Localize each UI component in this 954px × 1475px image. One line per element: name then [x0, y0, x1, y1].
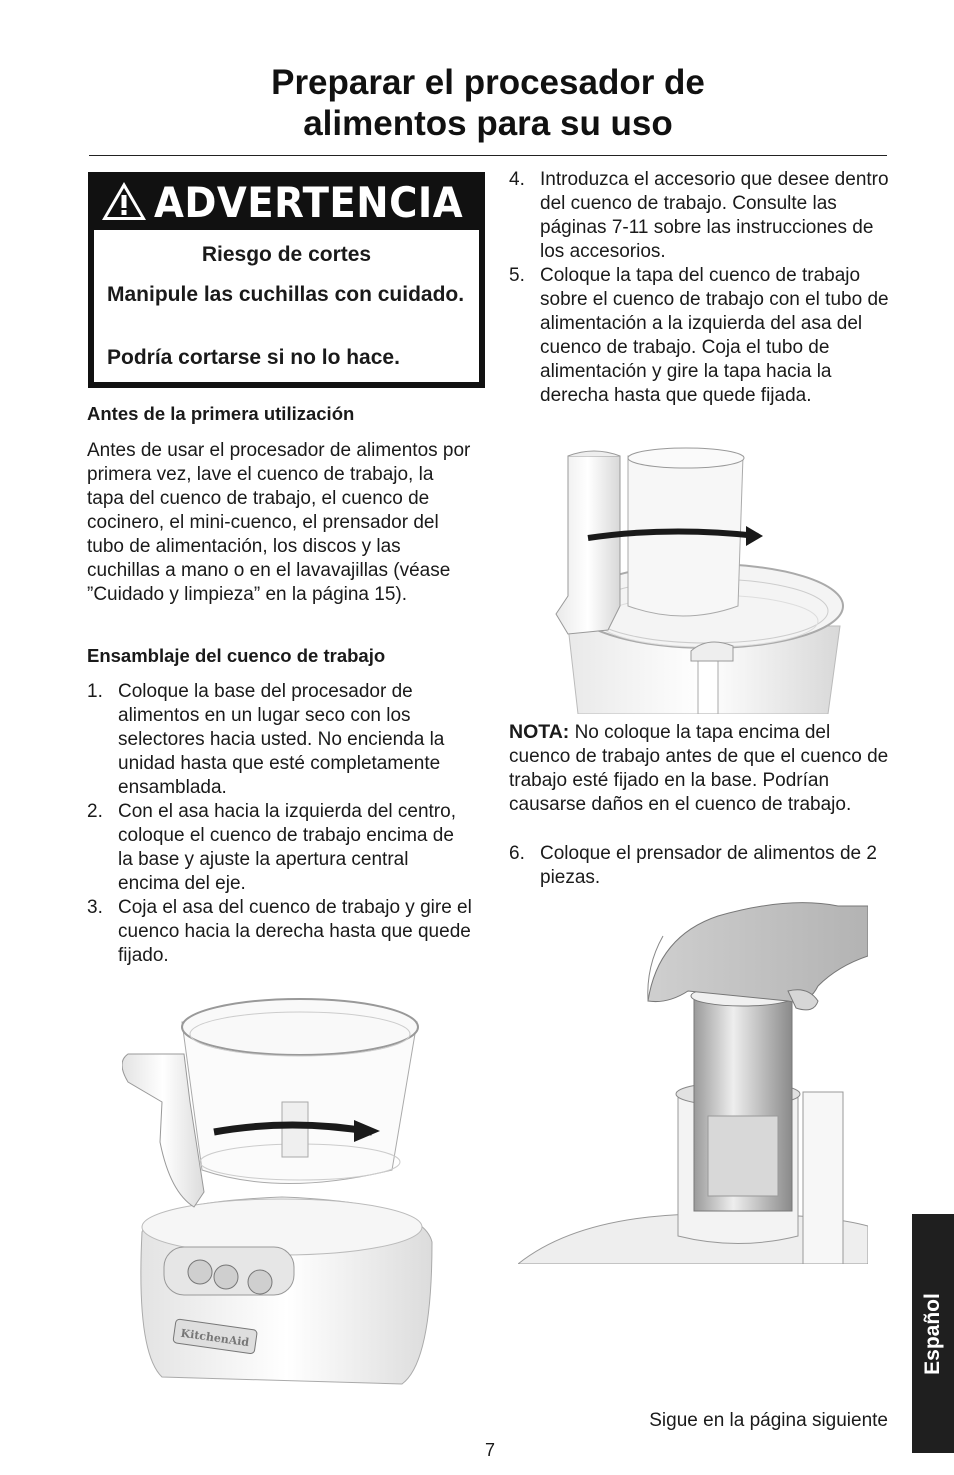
- language-tab-label: Español: [921, 1292, 944, 1375]
- assembly-steps-final: [509, 842, 889, 890]
- warning-triangle-icon: [100, 180, 148, 222]
- brand-logo: KitchenAid: [179, 1326, 250, 1350]
- list-item: [87, 800, 473, 896]
- list-item: [509, 842, 889, 890]
- step-text: Coloque la tapa del cuenco de trabajo sobre el cuenco de trabajo con el tubo de alimentación a la izquierda del asa del cuenco de trabajo. Coja el tubo de alimentación y gire la tapa hacia la derecha hasta que quede fijada.: [540, 265, 889, 406]
- note-text: No coloque la tapa encima del cuenco de trabajo antes de que el cuenco de trabajo esté fijado en la base. Podrían causarse daños en el cuenco de trabajo.: [509, 722, 889, 815]
- page-title: [90, 62, 886, 144]
- step-text: Coloque el prensador de alimentos de 2 piezas.: [540, 843, 877, 888]
- step-number: 1.: [87, 681, 103, 702]
- page-title-line-2: alimentos para su uso: [303, 104, 673, 143]
- note-paragraph: [509, 720, 889, 817]
- assembly-steps-left: [87, 680, 473, 968]
- first-use-paragraph: Antes de usar el procesador de alimentos por primera vez, lave el cuenco de trabajo, la tapa del cuenco de trabajo, el cuenco de cocinero, el mini-cuenco, el prensador del tubo de alimentación, los discos y las cuchillas a mano o en el lavavajillas (véase ”Cuidado y limpieza” en la página 15).: [87, 440, 471, 605]
- warning-header: [88, 172, 485, 230]
- lid-attachment-illustration: [548, 446, 848, 714]
- note-label: NOTA:: [509, 721, 570, 743]
- warning-risk: Riesgo de cortes: [201, 243, 372, 266]
- warning-box: [88, 172, 485, 388]
- section-heading-first-use: Antes de la primera utilización: [87, 403, 355, 424]
- list-item: [87, 680, 473, 800]
- step-number: 5.: [509, 265, 525, 286]
- title-divider: [89, 155, 887, 156]
- warning-line-1: Manipule las cuchillas con cuidado.: [107, 283, 465, 306]
- step-number: 4.: [509, 169, 525, 190]
- step-text: Coja el asa del cuenco de trabajo y gire el cuenco hacia la derecha hasta que quede fijado.: [118, 897, 472, 966]
- list-item: [87, 896, 473, 968]
- continue-note: Sigue en la página siguiente: [649, 1410, 888, 1431]
- assembly-steps-right: [509, 168, 889, 408]
- step-text: Con el asa hacia la izquierda del centro, coloque el cuenco de trabajo encima de la base y ajuste la apertura central encima del eje.: [118, 801, 456, 894]
- warning-line-2: Podría cortarse si no lo hace.: [107, 346, 400, 369]
- step-text: Coloque la base del procesador de alimentos en un lugar seco con los selectores hacia usted. No encienda la unidad hasta que esté completamente ensamblada.: [118, 681, 445, 798]
- food-pusher-illustration: [518, 896, 868, 1264]
- language-tab: [912, 1214, 954, 1453]
- warning-body: [94, 230, 479, 382]
- step-number: 2.: [87, 801, 103, 822]
- section-heading-assembly: Ensamblaje del cuenco de trabajo: [87, 645, 386, 666]
- step-number: 3.: [87, 897, 103, 918]
- page-title-line-1: Preparar el procesador de: [271, 63, 705, 102]
- step-number: 6.: [509, 843, 525, 864]
- list-item: [509, 264, 889, 408]
- list-item: [509, 168, 889, 264]
- work-bowl-base-illustration: [122, 992, 440, 1392]
- step-text: Introduzca el accesorio que desee dentro del cuenco de trabajo. Consulte las páginas 7-11 sobre las instrucciones de los accesorios.: [540, 169, 889, 262]
- warning-heading: ADVERTENCIA: [154, 178, 464, 227]
- page-number: 7: [484, 1440, 495, 1460]
